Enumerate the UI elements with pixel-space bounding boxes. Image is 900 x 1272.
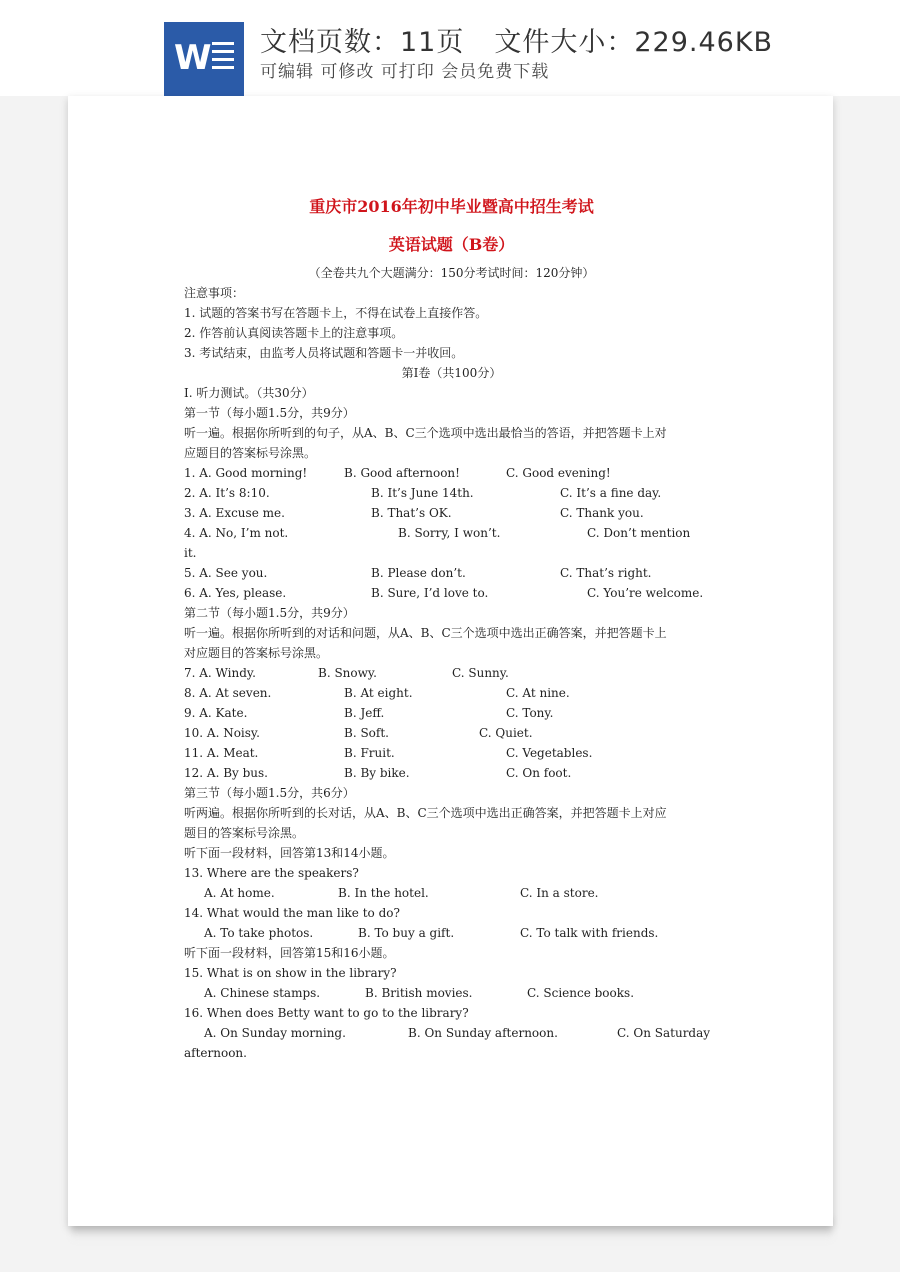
option-b: B. That’s OK. [371,506,452,520]
question-stem: 14. What would the man like to do? [184,906,400,920]
doc-subtitle: 英语试题（B卷） [388,235,515,254]
page-count: 文档页数：11页 [260,27,465,58]
option-b: B. At eight. [344,686,413,700]
option-c: C. At nine. [506,686,570,700]
question-wrap: afternoon. [184,1046,247,1060]
question-row [184,483,719,503]
option-b: B. Please don’t. [371,566,466,580]
option-c: C. Vegetables. [506,746,593,760]
option-b: B. Fruit. [344,746,395,760]
option-a: A. On Sunday morning. [204,1026,346,1040]
option-c: C. You’re welcome. [587,586,704,600]
option-a: 11. A. Meat. [184,746,259,760]
option-c: C. Science books. [527,986,635,1000]
instruction-text: 题目的答案标号涂黑。 [184,826,305,840]
instruction-text: 听一遍。根据你所听到的句子，从A、B、C三个选项中选出最恰当的答语，并把答题卡上对 [184,426,667,440]
option-a: 5. A. See you. [184,566,268,580]
option-b: B. By bike. [344,766,410,780]
question-row [184,983,719,1003]
notes-heading: 注意事项： [184,286,245,300]
instruction-text: 听两遍。根据你所听到的长对话，从A、B、C三个选项中选出正确答案，并把答题卡上对应 [184,806,667,820]
material-note: 听下面一段材料，回答第13和14小题。 [184,846,395,860]
section-heading: 第一节（每小题1.5分，共9分） [184,406,355,420]
document-content [184,197,719,1063]
word-lines-decoration [212,42,234,74]
question-row [184,763,719,783]
question-row [184,923,719,943]
document-page [68,96,833,1226]
section-heading: 第二节（每小题1.5分，共9分） [184,606,355,620]
option-a: 6. A. Yes, please. [184,586,287,600]
option-c: C. In a store. [520,886,599,900]
note-item: 1. 试题的答案书写在答题卡上，不得在试卷上直接作答。 [184,306,488,320]
word-document-icon [164,22,244,96]
option-a: A. To take photos. [204,926,314,940]
option-b: B. Snowy. [318,666,377,680]
option-c: C. Don’t mention [587,526,691,540]
section-heading: 第三节（每小题1.5分，共6分） [184,786,355,800]
question-row [184,683,719,703]
option-c: C. That’s right. [560,566,652,580]
option-b: B. Good afternoon! [344,466,460,480]
question-row [184,1023,719,1043]
instruction-text: 听一遍。根据你所听到的对话和问题，从A、B、C三个选项中选出正确答案，并把答题卡上 [184,626,667,640]
option-a: 1. A. Good morning! [184,466,308,480]
option-b: B. British movies. [365,986,473,1000]
question-stem: 15. What is on show in the library? [184,966,397,980]
question-stem: 16. When does Betty want to go to the library? [184,1006,469,1020]
option-c: C. Thank you. [560,506,644,520]
question-row [184,663,719,683]
file-size: 文件大小：229.46KB [494,27,774,58]
option-a: A. At home. [204,886,275,900]
doc-title: 重庆市2016年初中毕业暨高中招生考试 [309,197,594,216]
option-b: B. It’s June 14th. [371,486,474,500]
instruction-text: 对应题目的答案标号涂黑。 [184,646,329,660]
option-a: 4. A. No, I’m not. [184,526,289,540]
option-a: 3. A. Excuse me. [184,506,285,520]
option-b: B. Soft. [344,726,389,740]
question-row [184,563,719,583]
question-row [184,743,719,763]
note-item: 2. 作答前认真阅读答题卡上的注意事项。 [184,326,404,340]
download-banner [0,0,900,96]
option-a: 2. A. It’s 8:10. [184,486,270,500]
option-b: B. On Sunday afternoon. [408,1026,558,1040]
question-row [184,523,719,543]
option-c: C. Good evening! [506,466,611,480]
question-row [184,703,719,723]
question-row [184,463,719,483]
word-letter: W [174,38,212,78]
exam-info: （全卷共九个大题满分：150分考试时间：120分钟） [308,266,595,280]
volume-heading: 第Ⅰ卷（共100分） [401,366,502,380]
question-stem: 13. Where are the speakers? [184,866,359,880]
question-wrap: it. [184,546,197,560]
option-c: C. To talk with friends. [520,926,659,940]
option-a: 10. A. Noisy. [184,726,260,740]
option-a: 7. A. Windy. [184,666,256,680]
option-b: B. Jeff. [344,706,385,720]
option-b: B. To buy a gift. [358,926,455,940]
option-c: C. Sunny. [452,666,509,680]
question-row [184,723,719,743]
option-b: B. In the hotel. [338,886,429,900]
option-c: C. Quiet. [479,726,533,740]
file-meta [260,20,773,59]
option-a: 9. A. Kate. [184,706,248,720]
option-a: A. Chinese stamps. [204,986,321,1000]
option-a: 8. A. At seven. [184,686,272,700]
option-c: C. On foot. [506,766,572,780]
feature-list: 可编辑 可修改 可打印 会员免费下载 [260,62,550,82]
option-b: B. Sure, I’d love to. [371,586,489,600]
question-row [184,503,719,523]
option-a: 12. A. By bus. [184,766,268,780]
note-item: 3. 考试结束，由监考人员将试题和答题卡一并收回。 [184,346,464,360]
option-c: C. It’s a fine day. [560,486,662,500]
material-note: 听下面一段材料，回答第15和16小题。 [184,946,395,960]
option-b: B. Sorry, I won’t. [398,526,501,540]
question-row [184,583,719,603]
option-c: C. On Saturday [617,1026,711,1040]
question-row [184,883,719,903]
option-c: C. Tony. [506,706,554,720]
part-heading: Ⅰ. 听力测试。（共30分） [184,386,314,400]
instruction-text: 应题目的答案标号涂黑。 [184,446,317,460]
